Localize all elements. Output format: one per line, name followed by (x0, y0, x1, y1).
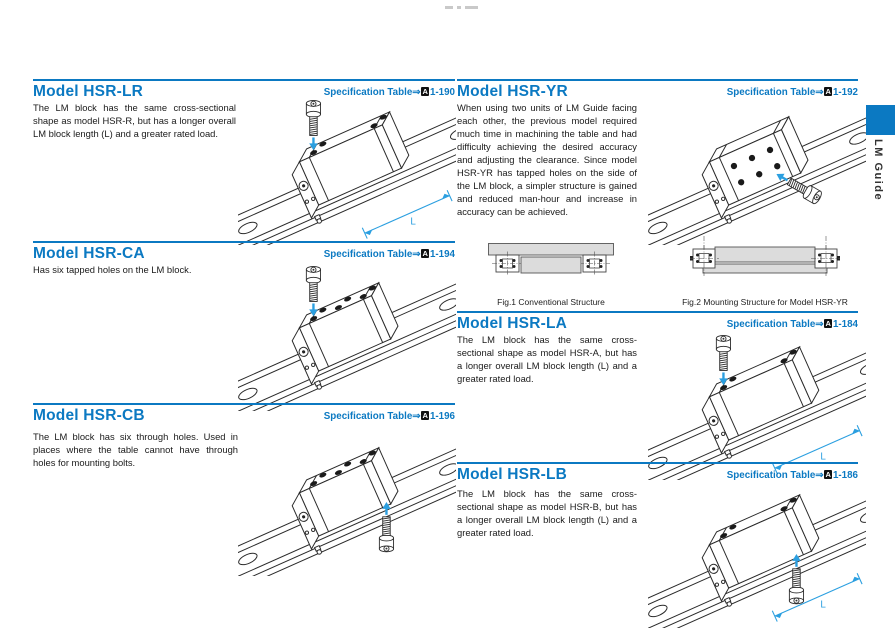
spec-label: Specification Table (726, 319, 816, 330)
spec-label: Specification Table (323, 411, 413, 422)
spec-table-link-hsr-ca[interactable] (324, 249, 455, 260)
svg-text:L: L (410, 216, 416, 228)
spec-badge-a: A (825, 470, 831, 479)
spec-badge-a: A (422, 411, 428, 420)
illustration-hsr-yr (648, 97, 866, 245)
spec-badge-a: A (825, 87, 831, 96)
svg-text:L: L (820, 451, 826, 463)
side-tab-marker (866, 105, 895, 135)
side-tab-label: LM Guide (872, 139, 884, 202)
spec-page: 1-196 (429, 411, 455, 422)
spec-arrow: ⇒ (412, 87, 421, 98)
spec-page: 1-186 (832, 470, 858, 481)
spec-arrow: ⇒ (815, 319, 824, 330)
model-description-hsr-yr: When using two units of LM Guide facing each other, the previous model required much time in machining the table and had difficulty achieving the desired accuracy and adjusting the clearance. Since model HSR-YR has tapped holes on the side of the LM block, a simpler structure is gained and reduced man-hour and increase in accuracy can be achieved. (457, 102, 637, 217)
illustration-hsr-cb (238, 428, 456, 576)
spec-arrow: ⇒ (412, 411, 421, 422)
spec-label: Specification Table (323, 249, 413, 260)
model-title-hsr-ca: Model HSR-CA (33, 245, 145, 262)
section-hsr-ca (33, 241, 455, 275)
spec-page: 1-190 (429, 87, 455, 98)
model-description-hsr-ca: Has six tapped holes on the LM block. (33, 264, 192, 275)
section-divider (33, 403, 455, 405)
spec-table-link-hsr-cb[interactable] (324, 411, 455, 422)
model-description-hsr-cb: The LM block has six through holes. Used in places where the table cannot have through holes for mounting bolts. (33, 431, 238, 468)
model-title-hsr-cb: Model HSR-CB (33, 407, 145, 424)
figure2-caption: Fig.2 Mounting Structure for Model HSR-YR (682, 297, 848, 307)
section-hsr-cb (33, 403, 455, 468)
spec-badge-a: A (825, 319, 831, 328)
spec-badge-a: A (422, 87, 428, 96)
page-header-faint-mark (457, 6, 461, 9)
page-header-faint-mark (445, 6, 453, 9)
model-title-hsr-lr: Model HSR-LR (33, 83, 144, 100)
spec-table-link-hsr-la[interactable] (727, 319, 858, 330)
model-description-hsr-lr: The LM block has the same cross-sectional shape as model HSR-R, but has a longer overall LM block length (L) and a greater rated load. (33, 102, 236, 139)
svg-text:L: L (820, 599, 826, 611)
page-header-faint-mark (465, 6, 478, 9)
illustration-hsr-lb (648, 480, 866, 628)
illustration-hsr-la (648, 332, 866, 480)
model-description-hsr-lb: The LM block has the same cross-sectional shape as model HSR-B, but has a longer overall LM block length (L) and a greater rated load. (457, 488, 637, 538)
spec-arrow: ⇒ (815, 470, 824, 481)
spec-badge-a: A (422, 249, 428, 258)
model-description-hsr-la: The LM block has the same cross-sectional shape as model HSR-A, but has a longer overall LM block length (L) and a greater rated load. (457, 334, 637, 384)
illustration-hsr-ca (238, 263, 456, 411)
spec-page: 1-192 (832, 87, 858, 98)
spec-label: Specification Table (726, 87, 816, 98)
model-title-hsr-lb: Model HSR-LB (457, 466, 568, 483)
figure-conventional-structure (487, 242, 615, 306)
section-divider (457, 462, 858, 464)
figure2-diagram (690, 236, 840, 278)
model-title-hsr-la: Model HSR-LA (457, 315, 568, 332)
figure1-caption: Fig.1 Conventional Structure (497, 297, 605, 307)
figure1-diagram (487, 242, 615, 276)
spec-page: 1-194 (429, 249, 455, 260)
figure-mounting-structure-hsr-yr (682, 236, 848, 307)
spec-page: 1-184 (832, 319, 858, 330)
spec-arrow: ⇒ (412, 249, 421, 260)
illustration-hsr-lr (238, 97, 456, 245)
section-divider (457, 79, 858, 81)
spec-arrow: ⇒ (815, 87, 824, 98)
section-divider (457, 311, 858, 313)
spec-label: Specification Table (323, 87, 413, 98)
section-divider (33, 79, 455, 81)
spec-label: Specification Table (726, 470, 816, 481)
section-divider (33, 241, 455, 243)
model-title-hsr-yr: Model HSR-YR (457, 83, 568, 100)
